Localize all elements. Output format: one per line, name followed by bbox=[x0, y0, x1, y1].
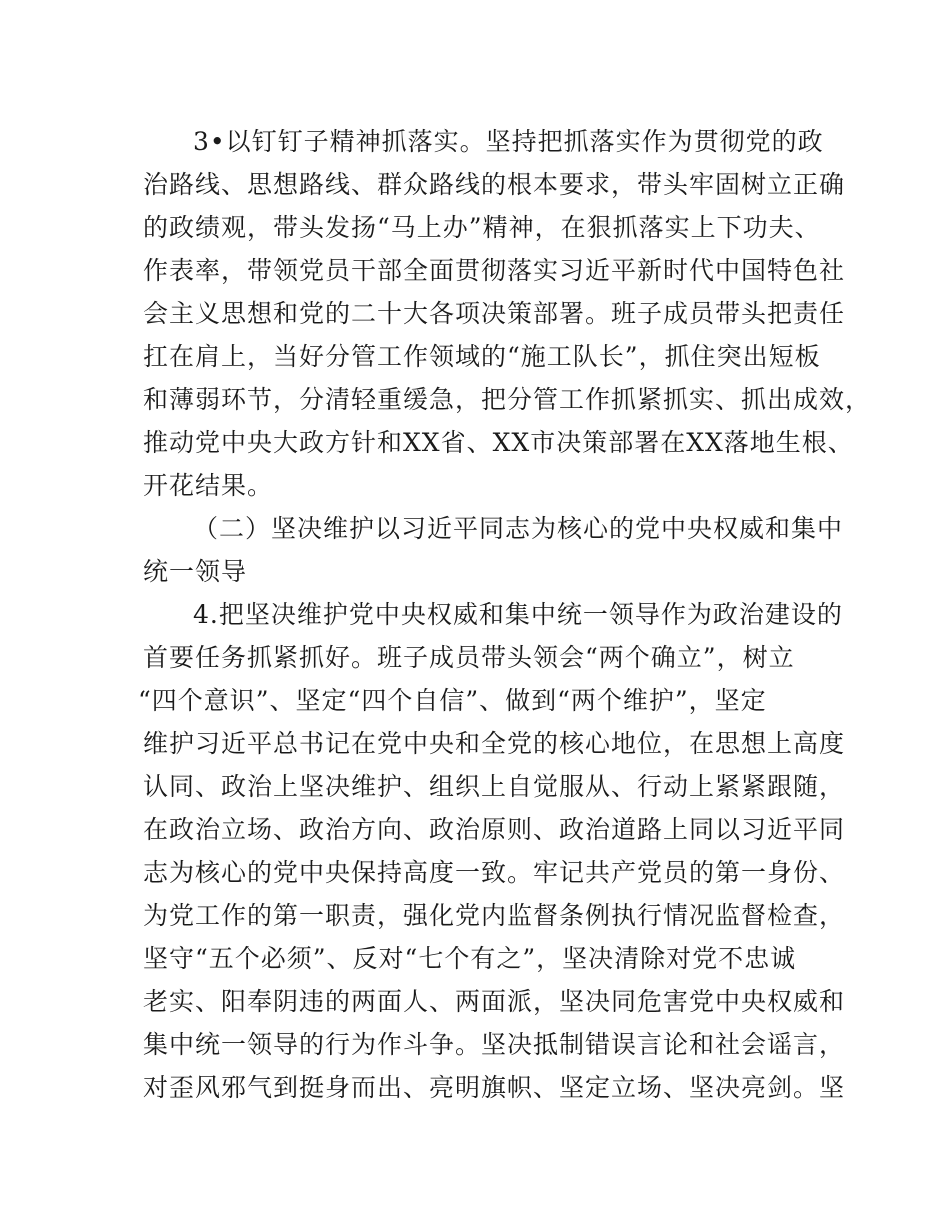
paragraph-3-line-9: 开花结果。 bbox=[143, 471, 274, 500]
paragraph-4-line-2: 首要任务抓紧抓好。班子成员带头领会“两个确立”，树立 bbox=[143, 643, 795, 672]
paragraph-3-line-7: 和薄弱环节，分清轻重缓急，把分管工作抓紧抓实、抓出成效， bbox=[143, 385, 872, 414]
paragraph-4-line-3: “四个意识”、坚定“四个自信”、做到“两个维护”，坚定 bbox=[138, 686, 767, 715]
paragraph-4-line-11: 集中统一领导的行为作斗争。坚决抵制错误言论和社会谣言， bbox=[143, 1030, 846, 1059]
paragraph-4-line-9: 坚守“五个必须”、反对“七个有之”，坚决清除对党不忠诚 bbox=[143, 944, 797, 973]
paragraph-4-line-4: 维护习近平总书记在党中央和全党的核心地位，在思想上高度 bbox=[143, 729, 846, 758]
paragraph-3-line-2: 治路线、思想路线、群众路线的根本要求，带头牢固树立正确 bbox=[143, 170, 846, 199]
paragraph-3-line-6: 扛在肩上，当好分管工作领域的“施工队长”，抓住突出短板 bbox=[143, 342, 821, 371]
paragraph-4-line-12: 对歪风邪气到挺身而出、亮明旗帜、坚定立场、坚决亮剑。坚 bbox=[143, 1073, 846, 1102]
paragraph-3-line-8: 推动党中央大政方针和XX省、XX市决策部署在XX落地生根、 bbox=[143, 428, 854, 457]
paragraph-3-line-5: 会主义思想和党的二十大各项决策部署。班子成员带头把责任 bbox=[143, 299, 846, 328]
section-heading-line-2: 统一领导 bbox=[143, 557, 248, 586]
section-heading-line-1: （二）坚决维护以习近平同志为核心的党中央权威和集中 bbox=[193, 514, 844, 543]
paragraph-4-line-1: 4.把坚决维护党中央权威和集中统一领导作为政治建设的 bbox=[193, 600, 843, 629]
paragraph-4-line-10: 老实、阳奉阴违的两面人、两面派，坚决同危害党中央权威和 bbox=[143, 987, 846, 1016]
paragraph-3-line-3: 的政绩观，带头发扬“马上办”精神，在狠抓落实上下功夫、 bbox=[143, 213, 821, 242]
paragraph-4-line-5: 认同、政治上坚决维护、组织上自觉服从、行动上紧紧跟随， bbox=[143, 772, 846, 801]
paragraph-3-line-1: 3•以钉钉子精神抓落实。坚持把抓落实作为贯彻党的政 bbox=[193, 127, 824, 156]
paragraph-4-line-7: 志为核心的党中央保持高度一致。牢记共产党员的第一身份、 bbox=[143, 858, 846, 887]
paragraph-4-line-8: 为党工作的第一职责，强化党内监督条例执行情况监督检查， bbox=[143, 901, 846, 930]
paragraph-4-line-6: 在政治立场、政治方向、政治原则、政治道路上同以习近平同 bbox=[143, 815, 846, 844]
paragraph-3-line-4: 作表率，带领党员干部全面贯彻落实习近平新时代中国特色社 bbox=[143, 256, 846, 285]
